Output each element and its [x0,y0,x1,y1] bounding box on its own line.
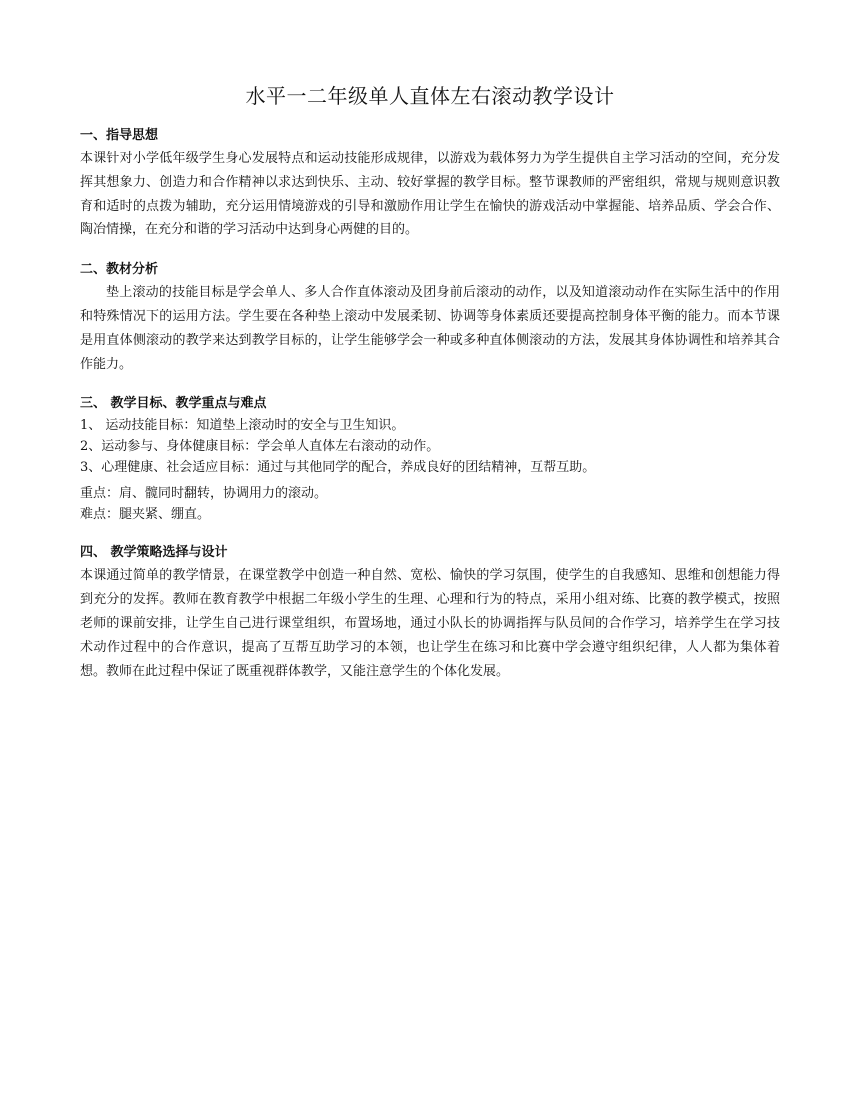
section-paragraph: 垫上滚动的技能目标是学会单人、多人合作直体滚动及团身前后滚动的动作，以及知道滚动动作在实际生活中的作用和特殊情况下的运用方法。学生要在各种垫上滚动中发展柔韧、协调等身体素质还要提高控制身体平衡的能力。而本节课是用直体侧滚动的教学来达到教学目标的，让学生能够学会一种或多种直体侧滚动的方法，发展其身体协调性和培养其合作能力。 [80,285,780,372]
section-heading: 三、 教学目标、教学重点与难点 [80,396,267,412]
section-heading: 二、教材分析 [80,262,159,278]
document-page [80,78,780,701]
goal-item: 1、 运动技能目标：知道垫上滚动时的安全与卫生知识。 [80,418,405,434]
section-material-analysis [80,260,780,376]
section-guiding-thought [80,126,780,242]
goal-item: 2、运动参与、身体健康目标：学会单人直体左右滚动的动作。 [80,439,440,455]
section-heading: 一、指导思想 [80,128,159,143]
difficulty-point: 难点：腿夹紧、绷直。 [80,507,211,523]
section-paragraph: 本课针对小学低年级学生身心发展特点和运动技能形成规律，以游戏为载体努力为学生提供自主学习活动的空间，充分发挥其想象力、创造力和合作精神以求达到快乐、主动、较好掌握的教学目标。整节课教师的严密组织，常规与规则意识教育和适时的点拨为辅助，充分运用情境游戏的引导和激励作用让学生在愉快的游戏活动中掌握能、培养品质、学会合作、陶冶情操，在充分和谐的学习活动中达到身心两健的目的。 [80,151,780,238]
document-title: 水平一二年级单人直体左右滚动教学设计 [245,84,615,108]
section-teaching-goals [80,394,780,525]
section-paragraph: 本课通过简单的教学情景，在课堂教学中创造一种自然、宽松、愉快的学习氛围，使学生的自我感知、思维和创想能力得到充分的发挥。教师在教育教学中根据二年级小学生的生理、心理和行为的特点，采用小组对练、比赛的教学模式，按照老师的课前安排，让学生自己进行课堂组织，布置场地，通过小队长的协调指挥与队员间的合作学习，培养学生在学习技术动作过程中的合作意识，提高了互帮互助学习的本领，也让学生在练习和比赛中学会遵守组织纪律，人人都为集体着想。教师在此过程中保证了既重视群体教学，又能注意学生的个体化发展。 [80,568,780,679]
key-point: 重点：肩、髋同时翻转，协调用力的滚动。 [80,486,328,502]
goal-item: 3、心理健康、社会适应目标：通过与其他同学的配合，养成良好的团结精神，互帮互助。 [80,460,596,476]
section-heading: 四、 教学策略选择与设计 [80,545,228,561]
section-teaching-strategy [80,543,780,683]
